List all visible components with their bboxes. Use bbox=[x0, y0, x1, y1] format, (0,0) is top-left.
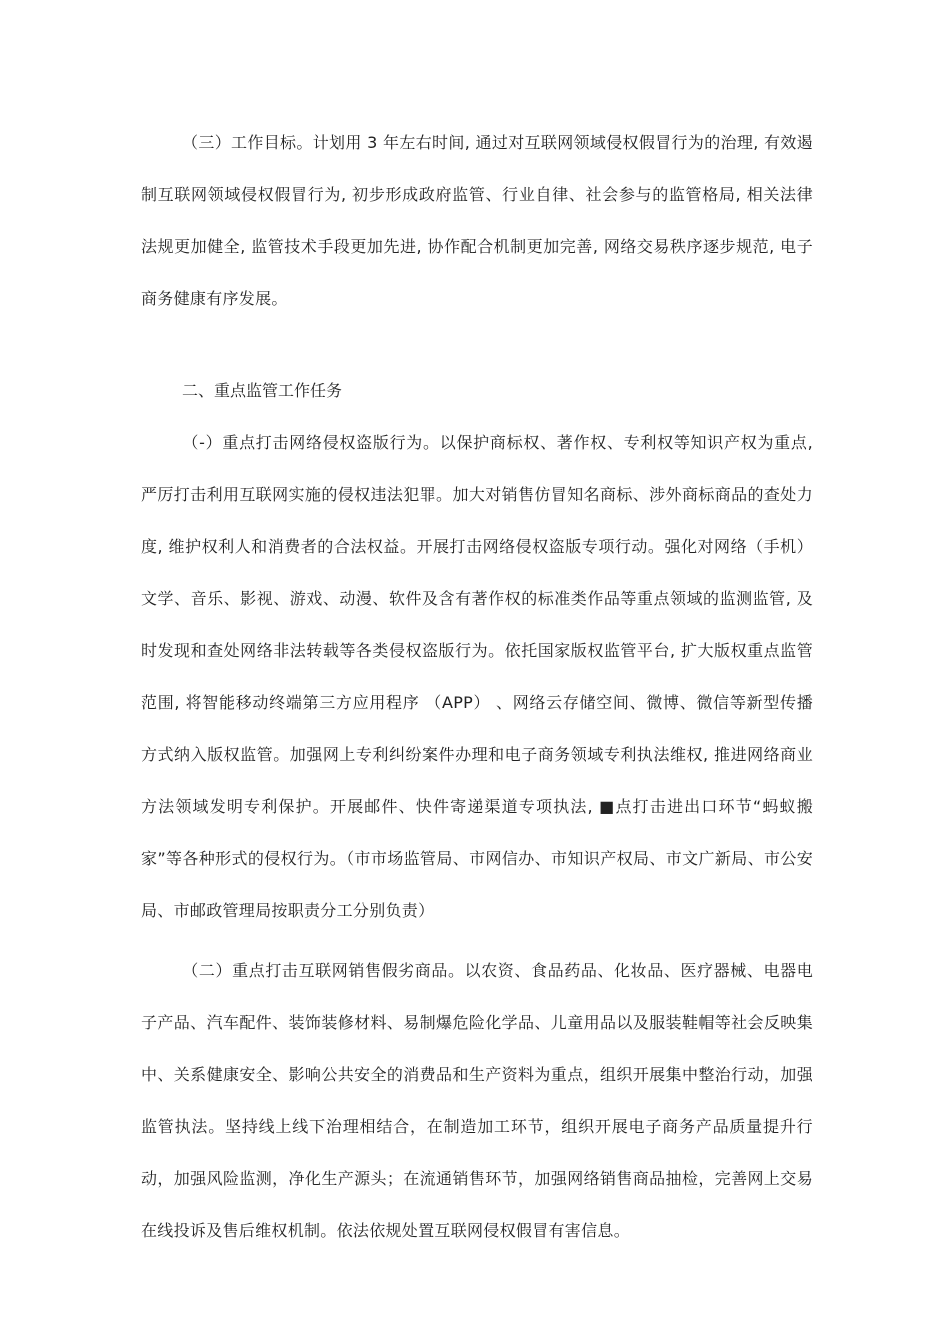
paragraph-work-target-text: （三）工作目标。计划用 3 年左右时间, 通过对互联网领域侵权假冒行为的治理, 有效遏制互联网领域侵权假冒行为, 初步形成政府监管、行业自律、社会参与的监管格局, 相关法律法规更加健全, 监管技术手段更加先进, 协作配合机制更加完善, 网络交易秩序逐步规范, 电子商务健康有序发展。 bbox=[141, 133, 813, 308]
paragraph-task-1-text: （-）重点打击网络侵权盗版行为。以保护商标权、著作权、专利权等知识产权为重点, 严厉打击利用互联网实施的侵权违法犯罪。加大对销售仿冒知名商标、涉外商标商品的查处力度, 维护权利人和消费者的合法权益。开展打击网络侵权盗版专项行动。强化对网络（手机）文学、音乐、影视、游戏、动漫、软件及含有著作权的标准类作品等重点领域的监测监管, 及时发现和查处网络非法转载等各类侵权盗版行为。依托国家版权监管平台, 扩大版权重点监管范围, 将智能移动终端第三方应用程序 （APP） 、网络云存储空间、微博、微信等新型传播方式纳入版权监管。加强网上专利纠纷案件办理和电子商务领域专利执法维权, 推进网络商业方法领域发明专利保护。开展邮件、快件寄递渠道专项执法, ■点打击进出口环节“蚂蚁搬家”等各种形式的侵权行为。（市市场监管局、市网信办、市知识产权局、市文广新局、市公安局、市邮政管理局按职责分工分别负责） bbox=[141, 433, 813, 920]
paragraph-task-2-text: （二）重点打击互联网销售假劣商品。以农资、食品药品、化妆品、医疗器械、电器电子产品、汽车配件、装饰装修材料、易制爆危险化学品、儿童用品以及服装鞋帽等社会反映集中、关系健康安全、影响公共安全的消费品和生产资料为重点，组织开展集中整治行动，加强监管执法。坚持线上线下治理相结合，在制造加工环节，组织开展电子商务产品质量提升行动，加强风险监测，净化生产源头；在流通销售环节，加强网络销售商品抽检，完善网上交易在线投诉及售后维权机制。依法依规处置互联网侵权假冒有害信息。 bbox=[141, 961, 813, 1240]
paragraph-task-2 bbox=[141, 945, 813, 1257]
paragraph-work-target bbox=[141, 117, 813, 325]
section-heading: 二、重点监管工作任务 bbox=[182, 381, 343, 400]
paragraph-task-1 bbox=[141, 417, 813, 937]
